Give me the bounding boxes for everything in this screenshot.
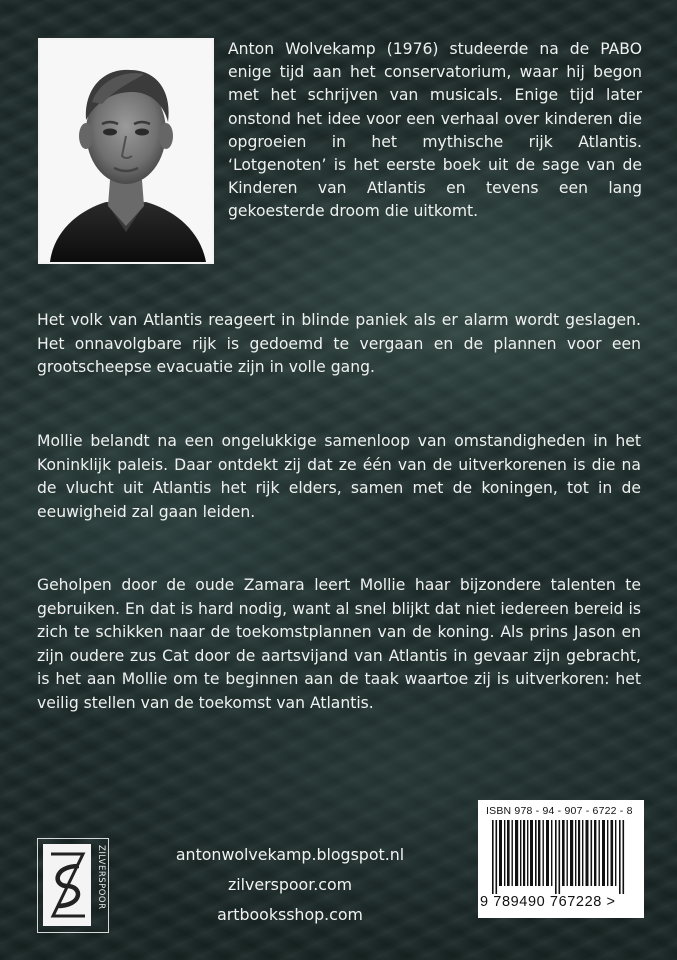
author-bio: Anton Wolvekamp (1976) studeerde na de PABO enige tijd aan het conservatorium, waar hij begon met het schrijven van musicals. Enige tijd later onstond het idee voor een verhaal over kinderen die opgroeien in het mythische rijk Atlantis. ‘Lotgenoten’ is het eerste boek uit de sage van de Kinderen van Atlantis en tevens een lang gekoesterde droom die uitkomt. bbox=[228, 40, 642, 221]
website-links bbox=[160, 840, 420, 930]
author-photo bbox=[38, 38, 214, 264]
blurb-paragraph-3: Geholpen door de oude Zamara leert Mollie haar bijzondere talenten te gebruiken. En dat is hard nodig, want al snel blijkt dat niet iedereen bereid is zich te schikken naar de toekomstplannen van de koning. Als prins Jason en zijn oudere zus Cat door de aartsvijand van Atlantis in gevaar zijn gebracht, is het aan Mollie om te beginnen aan de taak waartoe zij is uitverkoren: het veilig stellen van de toekomst van Atlantis. bbox=[37, 576, 641, 712]
isbn-label: ISBN 978 - 94 - 907 - 6722 - 8 bbox=[486, 805, 633, 817]
blurb-paragraph-1: Het volk van Atlantis reageert in blinde paniek als er alarm wordt geslagen. Het onnavolgbare rijk is gedoemd te vergaan en de plannen voor een grootscheepse evacuatie zijn in volle gang. bbox=[37, 311, 641, 377]
isbn-barcode bbox=[478, 800, 644, 918]
publisher-logo bbox=[37, 838, 109, 933]
publisher-name: ZILVERSPOOR bbox=[96, 845, 106, 910]
link-author-blog[interactable]: antonwolvekamp.blogspot.nl bbox=[175, 845, 405, 864]
link-publisher-site[interactable]: zilverspoor.com bbox=[227, 875, 353, 894]
barcode-bars bbox=[486, 820, 636, 898]
link-shop[interactable]: artbooksshop.com bbox=[217, 905, 363, 924]
publisher-logo-mark bbox=[43, 844, 91, 926]
blurb-paragraph-2: Mollie belandt na een ongelukkige samenloop van omstandigheden in het Koninklijk paleis. Daar ontdekt zij dat ze één van de uitverkorenen is die na de vlucht uit Atlantis het rijk elders, samen met de koningen, tot in de eeuwigheid zal gaan leiden. bbox=[37, 432, 641, 521]
barcode-digits: 9 789490 767228 > bbox=[480, 894, 616, 910]
